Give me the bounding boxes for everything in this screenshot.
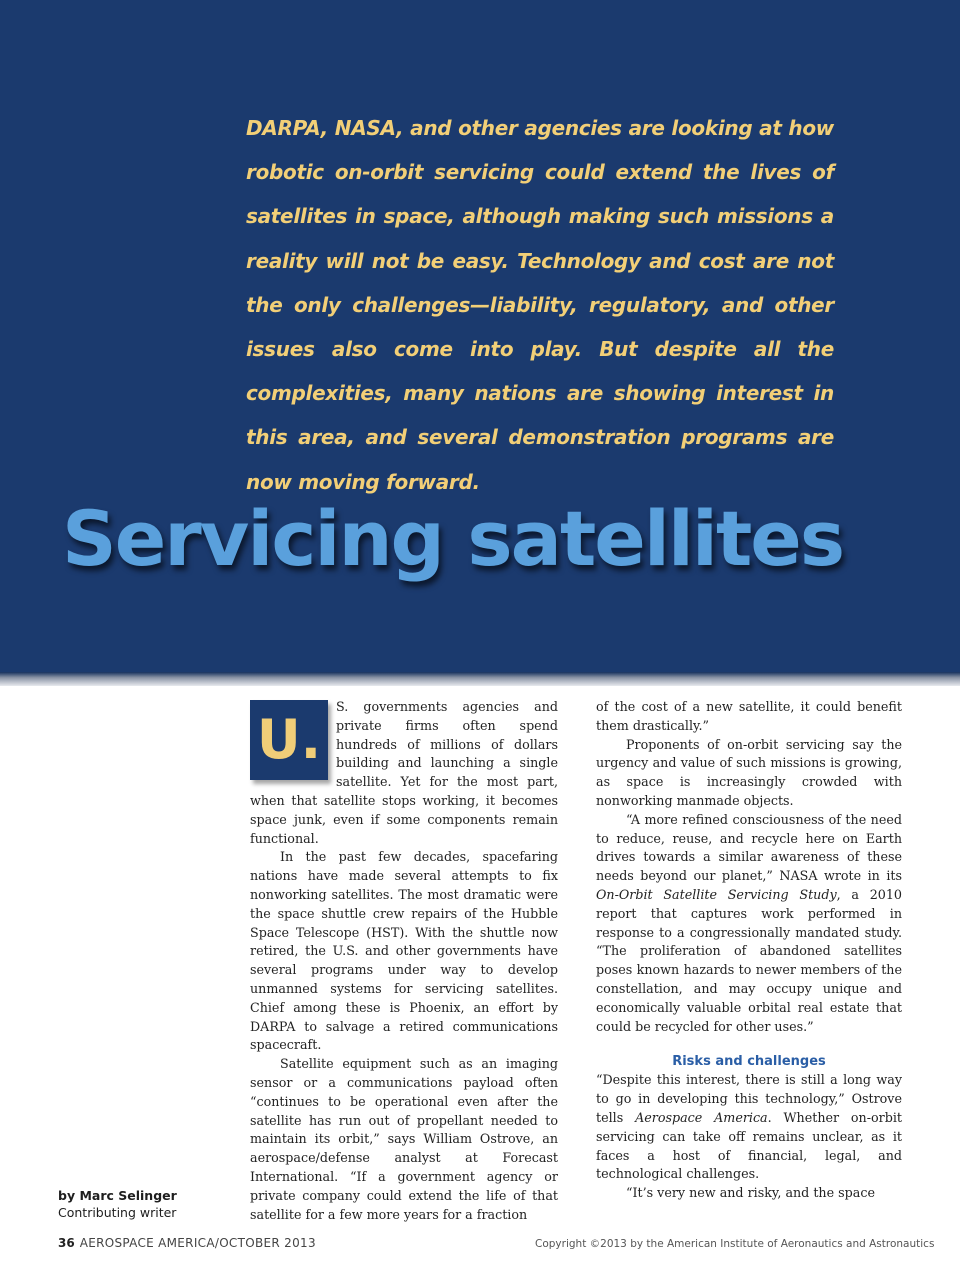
drop-cap: U.: [250, 700, 328, 780]
page-number: 36: [58, 1236, 75, 1250]
paragraph-text: “A more refined consciousness of the need to reduce, reuse, and recycle here on Earth drives towards a similar awareness of these needs beyond our planet,” NASA wrote in its: [596, 811, 902, 884]
paragraph: In the past few decades, spacefaring nations have made several attempts to fix nonworking satellites. The most dramatic were the space shuttle crew repairs of the Hubble Space Telescope (HST). With the shuttle now retired, the U.S. and other governments have several programs under way to develop unmanned systems for servicing satellites. Chief among these is Phoenix, an effort by DARPA to salvage a retired communications spacecraft.: [250, 849, 558, 1053]
paragraph: Satellite equipment such as an imaging sensor or a communications payload often “continues to be operational even after the satellite has run out of propellant needed to maintain its orbit,” says William Ostrove, an aerospace/defense analyst at Forecast International. “If a government agency or private company could extend the life of that satellite for a few more years for a fraction: [250, 1056, 558, 1222]
report-title: On-Orbit Satellite Servicing Study: [596, 886, 837, 902]
banner-shadow-edge: [0, 672, 960, 686]
paragraph: S. governments agencies and private firms often spend hundreds of millions of dollars building and launching a single satellite. Yet for the most part, when that satellite stops working, it becomes space junk, even if some components remain functional.: [250, 699, 558, 846]
magazine-name: Aerospace America: [635, 1109, 768, 1125]
paragraph: [596, 811, 902, 1037]
byline-author: by Marc Selinger: [58, 1188, 177, 1203]
article-title: Servicing satellites: [62, 494, 844, 583]
paragraph: [596, 1071, 902, 1184]
paragraph-text: , a 2010 report that captures work performed in response to a congressionally mandated study. “The proliferation of abandoned satellites poses known hazards to newer members of the constellation, and may occupy unique and economically valuable orbital real estate that could be recycled for other uses.”: [596, 886, 903, 1034]
byline: [58, 1187, 177, 1221]
article-deck: DARPA, NASA, and other agencies are looking at how robotic on-orbit servicing could extend the lives of satellites in space, although making such missions a reality will not be easy. Technology and cost are not the only challenges—liability, regulatory, and other issues also come into play. But despite all the complexities, many nations are showing interest in this area, and several demonstration programs are now moving forward.: [246, 116, 834, 494]
byline-role: Contributing writer: [58, 1205, 177, 1220]
paragraph: Proponents of on-orbit servicing say the urgency and value of such missions is growing, as space is increasingly crowded with nonworking manmade objects.: [596, 736, 902, 808]
paragraph-text: “Despite this interest, there is still a long way to go in developing this technology,” Ostrove tells: [596, 1072, 902, 1125]
paragraph: of the cost of a new satellite, it could benefit them drastically.”: [596, 699, 902, 733]
page-footer-left: [58, 1236, 316, 1250]
article-column-2: [596, 698, 902, 1203]
paragraph: “It’s very new and risky, and the space: [626, 1185, 875, 1201]
magazine-issue: AEROSPACE AMERICA/OCTOBER 2013: [79, 1236, 316, 1250]
section-heading: Risks and challenges: [672, 1054, 826, 1070]
copyright-notice: Copyright ©2013 by the American Institute of Aeronautics and Astronautics: [535, 1238, 935, 1250]
article-column-1: [250, 698, 558, 1224]
paragraph-text: . Whether on-orbit servicing can take off remains unclear, as it faces a host of financial, legal, and technological challenges.: [596, 1109, 902, 1182]
